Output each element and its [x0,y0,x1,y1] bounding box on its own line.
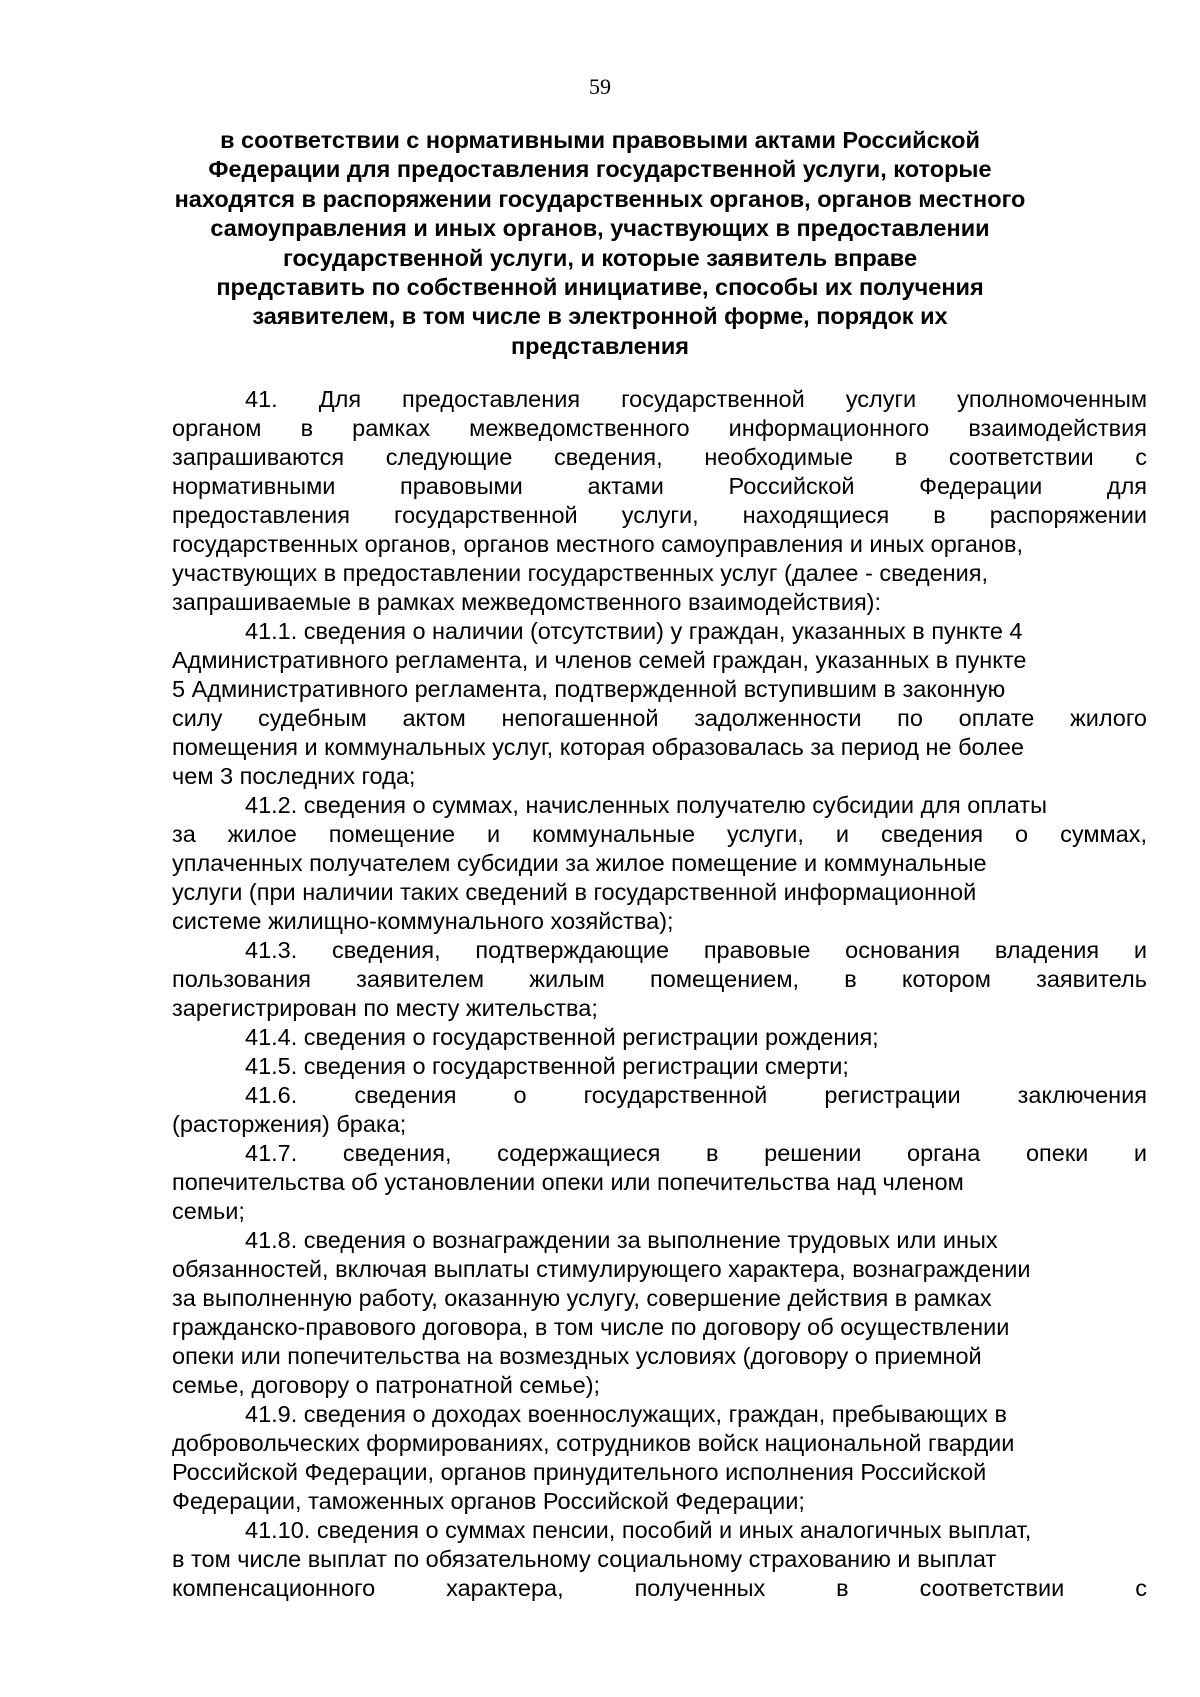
paragraph-line: 41. Для предоставления государственной услуги уполномоченным [245,386,1147,412]
heading-line: самоуправления и иных органов, участвующих в предоставлении [210,215,990,242]
paragraph-line: чем 3 последних года; [172,763,416,789]
paragraph-line: силу судебным актом непогашенной задолженности по оплате жилого [172,705,1147,731]
paragraph-line: помещения и коммунальных услуг, которая образовалась за период не более [172,734,1024,760]
heading-line: в соответствии с нормативными правовыми актами Российской [220,127,980,153]
paragraph-line: 41.8. сведения о вознаграждении за выполнение трудовых или иных [245,1227,998,1253]
paragraph-line: 41.10. сведения о суммах пенсии, пособий и иных аналогичных выплат, [245,1517,1032,1543]
paragraph-line: предоставления государственной услуги, находящиеся в распоряжении [172,502,1147,528]
paragraph-line: компенсационного характера, полученных в соответствии с [172,1575,1147,1601]
paragraph-line: семье, договору о патронатной семье); [172,1372,601,1398]
paragraph-line: государственных органов, органов местного самоуправления и иных органов, [172,531,1023,557]
paragraph-line: 41.5. сведения о государственной регистрации смерти; [245,1053,849,1079]
paragraph-line: Федерации, таможенных органов Российской Федерации; [172,1488,805,1514]
paragraph-line: семьи; [172,1198,245,1224]
body-text [172,385,1147,1603]
paragraph-line: 41.3. сведения, подтверждающие правовые основания владения и [245,937,1147,963]
paragraph-line: в том числе выплат по обязательному социальному страхованию и выплат [172,1546,997,1572]
paragraph-line: добровольческих формированиях, сотрудников войск национальной гвардии [172,1430,1015,1456]
paragraph-line: Административного регламента, и членов семей граждан, указанных в пункте [172,647,1027,673]
paragraph-line: участвующих в предоставлении государственных услуг (далее - сведения, [172,560,989,586]
paragraph-line: опеки или попечительства на возмездных условиях (договору о приемной [172,1343,982,1369]
page-number: 59 [589,74,611,99]
paragraph-line: за жилое помещение и коммунальные услуги, и сведения о суммах, [172,821,1147,847]
paragraph-line: 41.1. сведения о наличии (отсутствии) у граждан, указанных в пункте 4 [245,618,1023,644]
paragraph-line: Российской Федерации, органов принудительного исполнения Российской [172,1459,987,1485]
paragraph-line: запрашиваемые в рамках межведомственного взаимодействия): [172,589,882,615]
paragraph-line: запрашиваются следующие сведения, необходимые в соответствии с [172,444,1147,470]
paragraph-line: 41.4. сведения о государственной регистрации рождения; [245,1024,879,1050]
paragraph-line: за выполненную работу, оказанную услугу, совершение действия в рамках [172,1285,992,1311]
heading-line: находятся в распоряжении государственных органов, органов местного [174,185,1026,212]
paragraph-line: 41.2. сведения о суммах, начисленных получателю субсидии для оплаты [245,792,1047,818]
paragraph-line: 41.7. сведения, содержащиеся в решении органа опеки и [245,1140,1147,1166]
paragraph-line: зарегистрирован по месту жительства; [172,995,598,1021]
paragraph-line: уплаченных получателем субсидии за жилое помещение и коммунальные [172,850,987,876]
paragraph-line: органом в рамках межведомственного информационного взаимодействия [172,415,1147,441]
paragraph-line: системе жилищно-коммунального хозяйства); [172,908,674,934]
paragraph-line: 5 Административного регламента, подтвержденной вступившим в законную [172,676,1006,702]
heading-line: государственной услуги, и которые заявитель вправе [282,244,918,271]
paragraph-line: (расторжения) брака; [172,1111,407,1137]
heading-line: представить по собственной инициативе, способы их получения [216,274,984,301]
paragraph-line: гражданско-правового договора, в том числе по договору об осуществлении [172,1314,1010,1340]
paragraph-line: обязанностей, включая выплаты стимулирующего характера, вознаграждении [172,1256,1031,1282]
paragraph-line: нормативными правовыми актами Российской Федерации для [172,473,1147,499]
heading-line: представления [510,332,690,359]
paragraph-line: услуги (при наличии таких сведений в государственной информационной [172,879,977,905]
heading-line: Федерации для предоставления государственной услуги, которые [208,156,992,183]
section-heading [170,126,1030,361]
paragraph-line: попечительства об установлении опеки или попечительства над членом [172,1169,964,1195]
paragraph-line: пользования заявителем жилым помещением, в котором заявитель [172,966,1147,992]
paragraph-line: 41.6. сведения о государственной регистрации заключения [245,1082,1147,1108]
paragraph-line: 41.9. сведения о доходах военнослужащих, граждан, пребывающих в [245,1401,1007,1427]
heading-line: заявителем, в том числе в электронной форме, порядок их [252,303,948,330]
